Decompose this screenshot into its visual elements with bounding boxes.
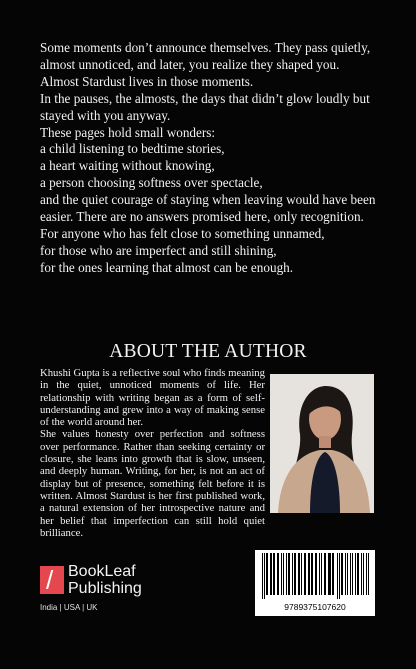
barcode-bar	[301, 553, 302, 595]
barcode-bar	[311, 553, 313, 595]
barcode-bar	[355, 553, 356, 595]
author-bio-paragraph: Khushi Gupta is a reflective soul who finds meaning in the quiet, unnoticed moments of life. Her relationship with writing began as a form of self-understanding and grew into a way of making sense of the world around her.	[40, 367, 265, 429]
blurb-line: In the pauses, the almosts, the days that didn’t glow loudly but stayed with you anyway.	[40, 90, 370, 123]
barcode-bar	[288, 553, 290, 595]
barcode-bar	[273, 553, 275, 595]
blurb-line: and the quiet courage of staying when leaving would have been easier. There are no answers promised here, only recognition.	[40, 192, 376, 225]
barcode-bar	[298, 553, 300, 595]
barcode-bar	[319, 553, 320, 595]
barcode-bar	[337, 553, 338, 599]
barcode-bar	[321, 553, 322, 595]
barcode-bar	[264, 553, 265, 599]
barcode-bar	[266, 553, 268, 595]
blurb-line: These pages hold small wonders:	[40, 124, 216, 140]
author-bio	[40, 367, 265, 539]
about-author-heading: ABOUT THE AUTHOR	[109, 341, 307, 362]
barcode-bar	[262, 553, 263, 599]
barcode-bar	[270, 553, 272, 595]
barcode-bar	[315, 553, 317, 595]
isbn-number: 9789375107620	[284, 602, 346, 612]
author-portrait-illustration	[270, 374, 374, 513]
blurb-line: for the ones learning that almost can be enough.	[40, 259, 294, 275]
barcode-bar	[341, 553, 343, 595]
blurb-line: a child listening to bedtime stories,	[40, 141, 225, 157]
barcode-bar	[304, 553, 306, 595]
barcode-bar	[281, 553, 282, 595]
barcode-bar	[357, 553, 359, 595]
barcode-bar	[328, 553, 331, 595]
barcode-bar	[339, 553, 340, 599]
isbn-barcode	[255, 550, 375, 616]
barcode-bar	[345, 553, 346, 595]
publisher-name: BookLeaf Publishing	[68, 563, 142, 597]
barcode-bar	[361, 553, 362, 595]
barcode-bar	[363, 553, 364, 595]
blurb-line: For anyone who has felt close to something unnamed,	[40, 225, 325, 241]
barcode-bar	[283, 553, 284, 595]
back-cover-blurb	[40, 40, 390, 277]
barcode-bar	[350, 553, 351, 595]
publisher-regions: India | USA | UK	[40, 603, 98, 612]
barcode-bar	[294, 553, 296, 595]
author-photo	[270, 374, 374, 513]
author-bio-paragraph: She values honesty over perfection and softness over performance. Rather than seeking certainty or closure, she leans into growth that is slow, unseen, and deeply human. Writing, for her, is not an act of display but of presence, something felt before it is written. Almost Stardust is her first published work, a natural extension of her introspective nature and her belief that imperfection can still hold quiet brilliance.	[40, 428, 265, 539]
barcode-bar	[368, 553, 369, 595]
blurb-line: Some moments don’t announce themselves. They pass quietly, almost unnoticed, and later, you realize they shaped you.	[40, 40, 371, 72]
barcode-bar	[292, 553, 293, 595]
barcode-bar	[347, 553, 348, 595]
barcode-bar	[308, 553, 310, 595]
blurb-line: Almost Stardust lives in those moments.	[40, 73, 254, 89]
publisher-logo-mark	[40, 566, 64, 594]
publisher-logo-glyph: /	[46, 565, 54, 595]
barcode-bar	[332, 553, 334, 595]
blurb-line: for those who are imperfect and still shining,	[40, 242, 277, 258]
barcode-bar	[352, 553, 353, 595]
barcode-bar	[286, 553, 287, 595]
blurb-line: a person choosing softness over spectacle,	[40, 175, 263, 191]
barcode-bar	[366, 553, 367, 595]
barcode-bar	[277, 553, 279, 595]
blurb-line: a heart waiting without knowing,	[40, 158, 215, 174]
barcode-bar	[324, 553, 326, 595]
barcode-bars	[260, 553, 370, 599]
